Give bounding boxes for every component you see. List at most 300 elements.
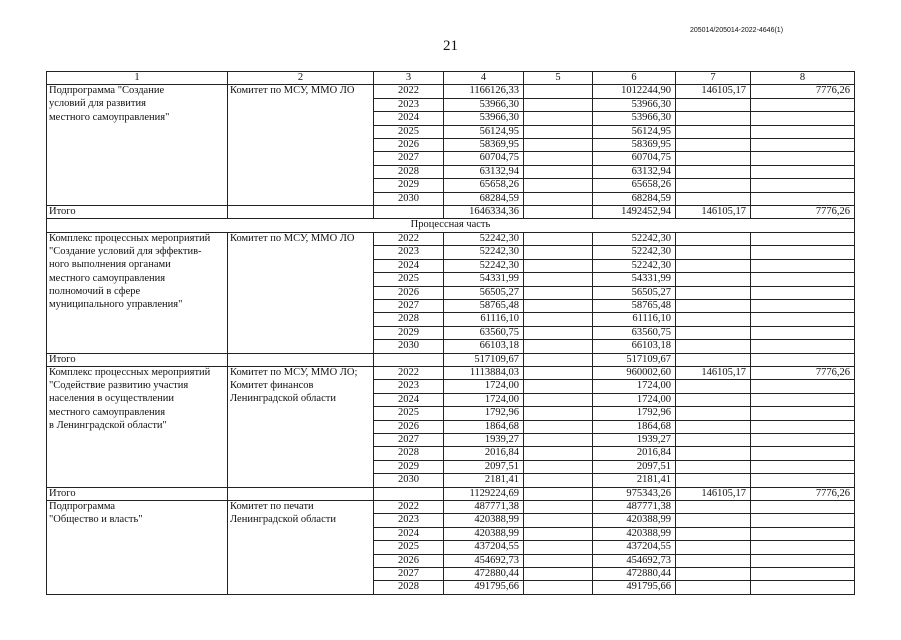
executor-cell xyxy=(228,165,374,178)
table-cell xyxy=(676,527,751,540)
table-cell xyxy=(676,420,751,433)
table-cell: 2030 xyxy=(374,340,444,353)
table-cell: 2025 xyxy=(374,541,444,554)
table-cell: 1724,00 xyxy=(593,393,676,406)
table-cell xyxy=(751,112,855,125)
program-name-cell xyxy=(47,259,228,272)
table-cell: 491795,66 xyxy=(593,581,676,594)
table-row xyxy=(47,447,855,460)
table-cell: 58369,95 xyxy=(444,139,524,152)
table-row xyxy=(47,527,855,540)
table-cell xyxy=(751,125,855,138)
table-cell xyxy=(676,407,751,420)
executor-cell xyxy=(228,112,374,125)
table-cell xyxy=(524,487,593,500)
table-cell: 2016,84 xyxy=(444,447,524,460)
table-cell xyxy=(524,206,593,219)
table-cell: 2022 xyxy=(374,366,444,379)
table-cell xyxy=(751,340,855,353)
executor-cell xyxy=(228,340,374,353)
table-cell xyxy=(751,474,855,487)
table-cell xyxy=(676,393,751,406)
table-cell xyxy=(751,393,855,406)
table-cell xyxy=(751,179,855,192)
program-name-line: Комплекс процессных мероприятий xyxy=(49,232,211,244)
table-cell xyxy=(751,460,855,473)
executor-cell xyxy=(228,474,374,487)
table-cell: 420388,99 xyxy=(444,514,524,527)
table-cell: 56124,95 xyxy=(444,125,524,138)
table-row xyxy=(47,420,855,433)
table-cell: 960002,60 xyxy=(593,366,676,379)
table-cell: 420388,99 xyxy=(593,514,676,527)
table-cell: 63132,94 xyxy=(444,165,524,178)
table-cell: 58369,95 xyxy=(593,139,676,152)
table-cell: 7776,26 xyxy=(751,487,855,500)
table-cell xyxy=(228,487,374,500)
executor-cell xyxy=(228,152,374,165)
table-cell xyxy=(524,501,593,514)
table-cell: 52242,30 xyxy=(593,246,676,259)
table-cell xyxy=(524,85,593,98)
table-cell xyxy=(676,286,751,299)
program-name-line: "Содействие развитию участия xyxy=(49,379,189,391)
program-name-line: "Создание условий для эффектив- xyxy=(49,245,202,257)
table-cell xyxy=(751,192,855,205)
table-cell: 63132,94 xyxy=(593,165,676,178)
table-cell: 52242,30 xyxy=(593,259,676,272)
table-cell xyxy=(751,286,855,299)
table-cell xyxy=(374,487,444,500)
table-cell: 420388,99 xyxy=(593,527,676,540)
table-row xyxy=(47,380,855,393)
col-header: 5 xyxy=(524,72,593,85)
table-cell: 1492452,94 xyxy=(593,206,676,219)
table-row xyxy=(47,98,855,111)
col-header: 4 xyxy=(444,72,524,85)
table-cell xyxy=(524,541,593,554)
table-cell: 54331,99 xyxy=(593,273,676,286)
table-cell xyxy=(524,340,593,353)
table-cell: 2027 xyxy=(374,568,444,581)
table-cell: 2025 xyxy=(374,273,444,286)
table-row xyxy=(47,313,855,326)
table-cell: 61116,10 xyxy=(444,313,524,326)
table-cell: 2027 xyxy=(374,299,444,312)
program-name-cell xyxy=(47,112,228,125)
program-name-cell xyxy=(47,85,228,98)
table-cell xyxy=(374,206,444,219)
program-name-cell xyxy=(47,433,228,446)
table-cell xyxy=(676,340,751,353)
executor-cell xyxy=(228,125,374,138)
program-name-cell xyxy=(47,152,228,165)
table-cell: 53966,30 xyxy=(444,112,524,125)
table-cell: 58765,48 xyxy=(593,299,676,312)
col-header: 7 xyxy=(676,72,751,85)
table-cell: 2024 xyxy=(374,527,444,540)
table-cell: 66103,18 xyxy=(593,340,676,353)
total-row xyxy=(47,353,855,366)
table-cell xyxy=(751,501,855,514)
executor-cell xyxy=(228,527,374,540)
table-cell: 56124,95 xyxy=(593,125,676,138)
table-cell xyxy=(676,568,751,581)
table-cell xyxy=(676,554,751,567)
program-name-cell xyxy=(47,581,228,594)
table-cell: 2016,84 xyxy=(593,447,676,460)
document-id: 205014/205014-2022-4646(1) xyxy=(690,27,784,34)
executor-line: Ленинградской области xyxy=(230,513,336,525)
table-cell xyxy=(676,541,751,554)
table-cell: 52242,30 xyxy=(444,259,524,272)
table-cell: 2023 xyxy=(374,380,444,393)
table-cell: 2022 xyxy=(374,232,444,245)
program-name-line: в Ленинградской области" xyxy=(49,420,167,432)
executor-line: Ленинградской области xyxy=(230,393,336,405)
table-cell xyxy=(751,581,855,594)
table-cell xyxy=(676,326,751,339)
table-cell: 1939,27 xyxy=(444,433,524,446)
table-cell xyxy=(676,353,751,366)
table-row xyxy=(47,112,855,125)
table-cell: 2022 xyxy=(374,501,444,514)
table-cell: 1724,00 xyxy=(444,393,524,406)
table-cell xyxy=(676,152,751,165)
table-cell: 437204,55 xyxy=(593,541,676,554)
table-cell: 65658,26 xyxy=(593,179,676,192)
program-name-cell xyxy=(47,313,228,326)
table-cell: 1939,27 xyxy=(593,433,676,446)
program-name-line: местного самоуправления xyxy=(49,272,166,284)
table-cell: 1012244,90 xyxy=(593,85,676,98)
table-row xyxy=(47,259,855,272)
program-name-line: ного выполнения органами xyxy=(49,259,171,271)
executor-cell xyxy=(228,98,374,111)
table-cell xyxy=(751,541,855,554)
program-name-cell xyxy=(47,299,228,312)
table-cell: 454692,73 xyxy=(444,554,524,567)
table-cell xyxy=(751,313,855,326)
table-cell: 472880,44 xyxy=(444,568,524,581)
table-cell xyxy=(524,433,593,446)
executor-cell xyxy=(228,232,374,245)
table-cell: 2029 xyxy=(374,460,444,473)
executor-cell xyxy=(228,380,374,393)
table-cell: 472880,44 xyxy=(593,568,676,581)
table-cell: 2029 xyxy=(374,179,444,192)
table-cell xyxy=(524,460,593,473)
table-cell xyxy=(751,554,855,567)
table-cell xyxy=(676,246,751,259)
table-cell: 2023 xyxy=(374,98,444,111)
table-cell xyxy=(751,447,855,460)
section-header-row xyxy=(47,219,855,232)
table-cell xyxy=(676,313,751,326)
program-name-line: местного самоуправления" xyxy=(49,111,170,123)
table-cell xyxy=(751,152,855,165)
table-cell xyxy=(751,139,855,152)
table-cell xyxy=(524,380,593,393)
table-cell: 2028 xyxy=(374,581,444,594)
table-cell xyxy=(676,433,751,446)
table-cell: 146105,17 xyxy=(676,366,751,379)
program-name-cell xyxy=(47,407,228,420)
program-name-line: Подпрограмма xyxy=(49,501,116,512)
table-cell xyxy=(676,514,751,527)
executor-cell xyxy=(228,326,374,339)
program-name-line: "Общество и власть" xyxy=(49,513,143,525)
table-cell xyxy=(676,460,751,473)
program-name-cell xyxy=(47,447,228,460)
table-cell xyxy=(676,299,751,312)
table-cell xyxy=(751,380,855,393)
program-name-line: условий для развития xyxy=(49,98,146,110)
table-row xyxy=(47,393,855,406)
executor-cell xyxy=(228,299,374,312)
table-cell: 2025 xyxy=(374,407,444,420)
table-row xyxy=(47,514,855,527)
program-name-line: муниципального управления" xyxy=(49,299,183,311)
table-row xyxy=(47,85,855,98)
table-cell: 517109,67 xyxy=(593,353,676,366)
table-cell xyxy=(676,581,751,594)
table-cell: 53966,30 xyxy=(593,98,676,111)
table-cell: 1792,96 xyxy=(593,407,676,420)
table-row xyxy=(47,299,855,312)
table-cell: 2028 xyxy=(374,447,444,460)
table-cell: 491795,66 xyxy=(444,581,524,594)
table-cell xyxy=(524,514,593,527)
table-cell: 52242,30 xyxy=(593,232,676,245)
table-cell xyxy=(524,447,593,460)
table-cell: 2029 xyxy=(374,326,444,339)
program-name-cell xyxy=(47,340,228,353)
table-cell: 56505,27 xyxy=(593,286,676,299)
table-cell xyxy=(676,165,751,178)
table-row xyxy=(47,152,855,165)
table-row xyxy=(47,541,855,554)
program-name-cell xyxy=(47,165,228,178)
table-cell xyxy=(751,259,855,272)
program-name-cell xyxy=(47,393,228,406)
table-cell: 63560,75 xyxy=(593,326,676,339)
table-cell xyxy=(524,192,593,205)
table-row xyxy=(47,326,855,339)
table-cell xyxy=(751,299,855,312)
executor-cell xyxy=(228,541,374,554)
program-name-cell xyxy=(47,554,228,567)
executor-cell xyxy=(228,273,374,286)
total-label: Итого xyxy=(47,206,228,219)
table-cell: 2026 xyxy=(374,286,444,299)
header-row xyxy=(47,72,855,85)
table-row xyxy=(47,366,855,379)
table-cell: 975343,26 xyxy=(593,487,676,500)
table-row xyxy=(47,286,855,299)
program-name-cell xyxy=(47,273,228,286)
table-cell xyxy=(751,514,855,527)
executor-line: Комитет по МСУ, ММО ЛО xyxy=(230,232,355,244)
table-cell xyxy=(751,433,855,446)
executor-cell xyxy=(228,313,374,326)
table-cell: 65658,26 xyxy=(444,179,524,192)
page-number: 21 xyxy=(443,38,458,54)
table-cell xyxy=(676,447,751,460)
table-cell xyxy=(676,501,751,514)
table-cell xyxy=(524,125,593,138)
table-cell xyxy=(524,98,593,111)
table-cell: 2023 xyxy=(374,514,444,527)
table-row xyxy=(47,125,855,138)
table-cell: 1724,00 xyxy=(444,380,524,393)
total-row xyxy=(47,487,855,500)
table-cell xyxy=(524,139,593,152)
program-name-cell xyxy=(47,139,228,152)
table-cell: 66103,18 xyxy=(444,340,524,353)
table-cell xyxy=(676,98,751,111)
table-cell xyxy=(524,165,593,178)
col-header: 1 xyxy=(47,72,228,85)
table-cell: 487771,38 xyxy=(593,501,676,514)
table-cell: 53966,30 xyxy=(593,112,676,125)
table-cell: 60704,75 xyxy=(444,152,524,165)
table-cell: 53966,30 xyxy=(444,98,524,111)
table-row xyxy=(47,273,855,286)
table-cell xyxy=(751,246,855,259)
program-name-line: населения в осуществлении xyxy=(49,393,175,405)
executor-cell xyxy=(228,407,374,420)
table-cell xyxy=(524,286,593,299)
program-name-cell xyxy=(47,366,228,379)
table-cell: 63560,75 xyxy=(444,326,524,339)
table-cell: 2028 xyxy=(374,165,444,178)
table-cell: 2030 xyxy=(374,192,444,205)
table-cell: 60704,75 xyxy=(593,152,676,165)
program-name-line: местного самоуправления xyxy=(49,406,166,418)
executor-cell xyxy=(228,246,374,259)
table-cell: 437204,55 xyxy=(444,541,524,554)
executor-line: Комитет по печати xyxy=(230,501,314,512)
table-cell xyxy=(676,380,751,393)
table-cell xyxy=(524,259,593,272)
program-name-cell xyxy=(47,326,228,339)
table-cell xyxy=(524,353,593,366)
executor-cell xyxy=(228,259,374,272)
col-header: 6 xyxy=(593,72,676,85)
table-row xyxy=(47,232,855,245)
table-cell xyxy=(751,98,855,111)
table-row xyxy=(47,192,855,205)
table-cell: 2027 xyxy=(374,152,444,165)
table-cell xyxy=(751,273,855,286)
table-cell: 2181,41 xyxy=(593,474,676,487)
table-cell xyxy=(676,139,751,152)
table-cell xyxy=(524,393,593,406)
executor-cell xyxy=(228,393,374,406)
table-cell: 2022 xyxy=(374,85,444,98)
program-name-cell xyxy=(47,541,228,554)
table-cell xyxy=(751,232,855,245)
budget-table xyxy=(46,71,855,595)
table-cell xyxy=(676,192,751,205)
table-cell: 56505,27 xyxy=(444,286,524,299)
table-row xyxy=(47,407,855,420)
table-cell xyxy=(524,407,593,420)
table-row xyxy=(47,433,855,446)
table-cell: 1646334,36 xyxy=(444,206,524,219)
program-name-cell xyxy=(47,98,228,111)
total-label: Итого xyxy=(47,487,228,500)
program-name-cell xyxy=(47,568,228,581)
table-cell: 58765,48 xyxy=(444,299,524,312)
table-cell: 2023 xyxy=(374,246,444,259)
table-cell: 2097,51 xyxy=(593,460,676,473)
table-cell: 7776,26 xyxy=(751,206,855,219)
table-cell xyxy=(228,206,374,219)
program-name-cell xyxy=(47,527,228,540)
table-cell xyxy=(751,568,855,581)
program-name-cell xyxy=(47,192,228,205)
table-cell: 1864,68 xyxy=(593,420,676,433)
table-cell xyxy=(676,112,751,125)
executor-line: Комитет по МСУ, ММО ЛО; xyxy=(230,366,358,378)
table-cell xyxy=(524,232,593,245)
table-cell xyxy=(676,273,751,286)
table-row xyxy=(47,474,855,487)
table-cell xyxy=(524,326,593,339)
table-cell xyxy=(524,420,593,433)
col-header: 8 xyxy=(751,72,855,85)
table-cell: 2026 xyxy=(374,139,444,152)
program-name-cell xyxy=(47,232,228,245)
table-cell xyxy=(524,581,593,594)
table-cell: 54331,99 xyxy=(444,273,524,286)
table-cell xyxy=(676,474,751,487)
col-header: 2 xyxy=(228,72,374,85)
table-cell: 146105,17 xyxy=(676,206,751,219)
executor-cell xyxy=(228,460,374,473)
table-cell: 68284,59 xyxy=(444,192,524,205)
table-cell xyxy=(751,165,855,178)
program-name-cell xyxy=(47,246,228,259)
executor-cell xyxy=(228,85,374,98)
table-cell xyxy=(751,407,855,420)
table-cell xyxy=(524,474,593,487)
table-cell xyxy=(676,232,751,245)
executor-cell xyxy=(228,139,374,152)
table-cell: 2181,41 xyxy=(444,474,524,487)
table-cell: 2026 xyxy=(374,420,444,433)
table-cell: 2027 xyxy=(374,433,444,446)
executor-cell xyxy=(228,501,374,514)
table-cell xyxy=(524,313,593,326)
program-name-cell xyxy=(47,514,228,527)
table-cell xyxy=(524,366,593,379)
table-row xyxy=(47,460,855,473)
table-cell: 146105,17 xyxy=(676,85,751,98)
table-cell: 146105,17 xyxy=(676,487,751,500)
table-cell: 2026 xyxy=(374,554,444,567)
program-name-cell xyxy=(47,460,228,473)
table-cell xyxy=(751,420,855,433)
table-row xyxy=(47,554,855,567)
table-cell: 52242,30 xyxy=(444,246,524,259)
table-cell xyxy=(676,259,751,272)
executor-line: Комитет финансов xyxy=(230,379,314,391)
executor-cell xyxy=(228,514,374,527)
table-cell: 420388,99 xyxy=(444,527,524,540)
